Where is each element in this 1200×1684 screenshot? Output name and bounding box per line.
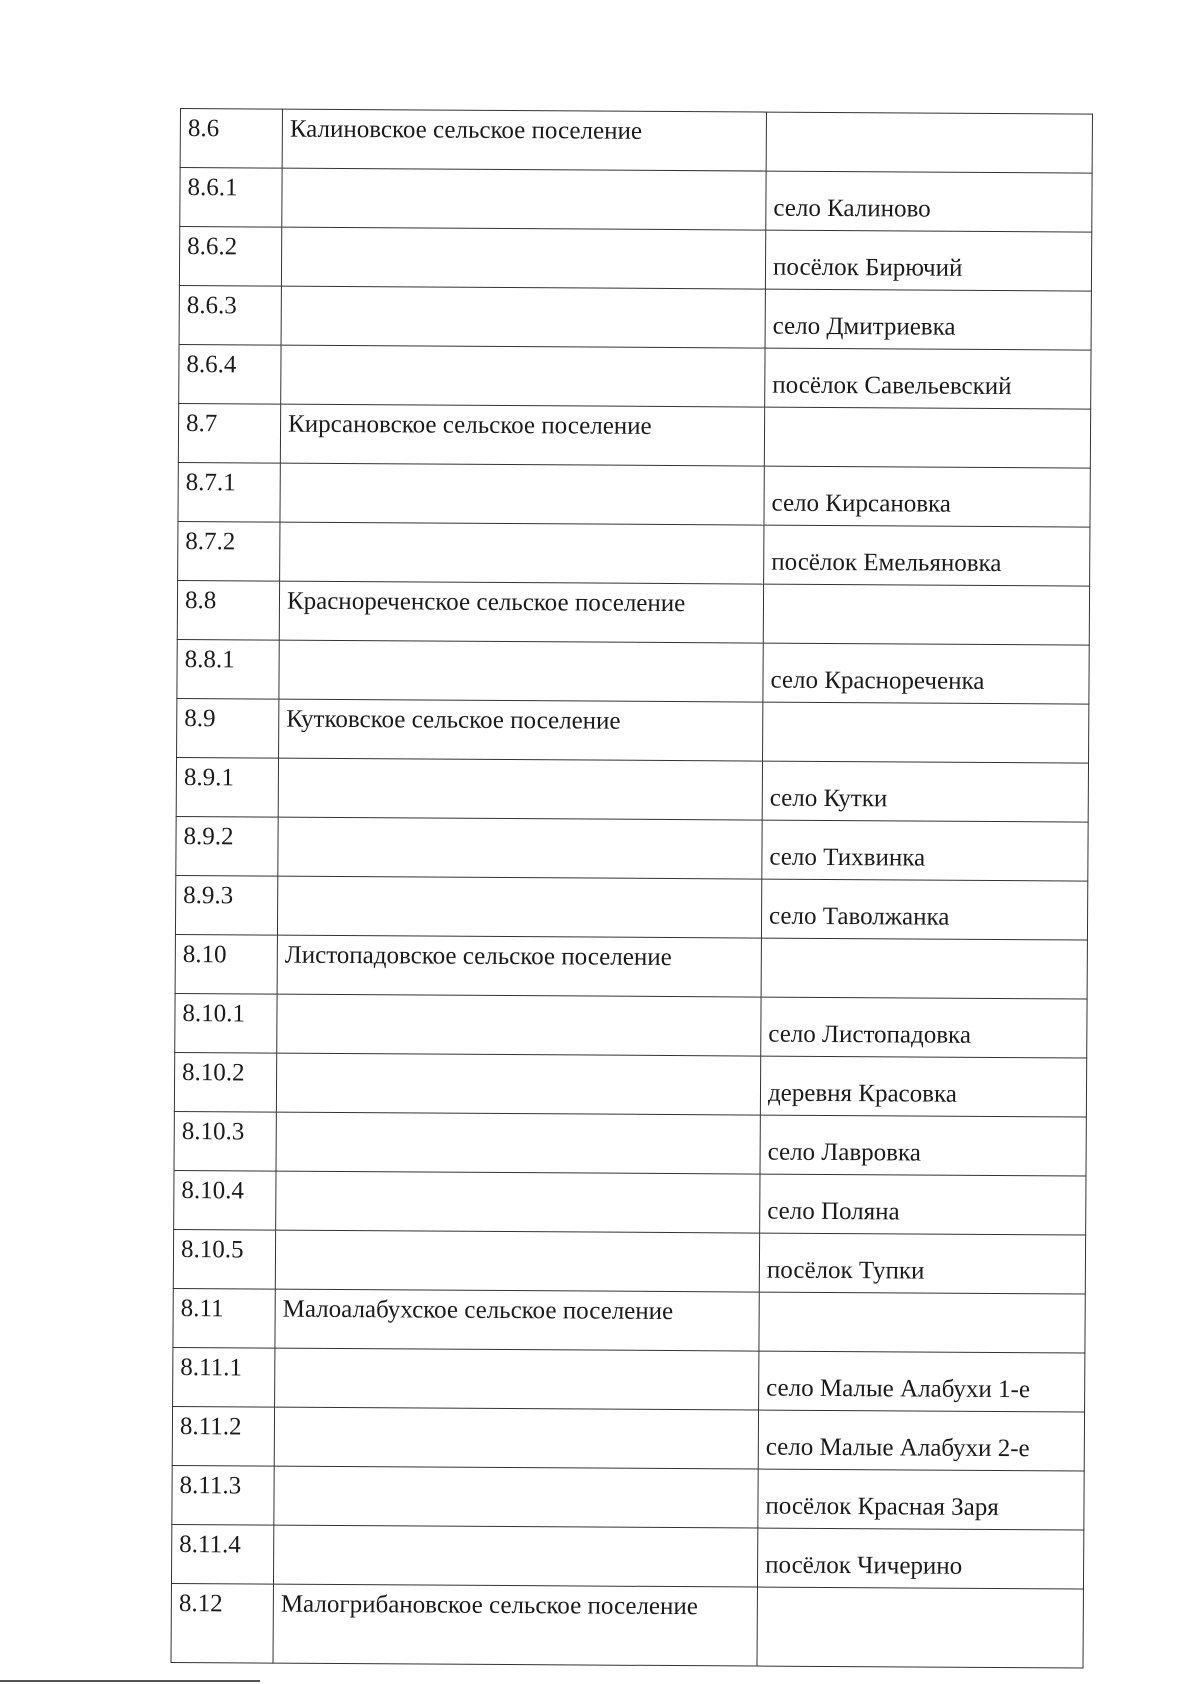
settlement-name: [280, 463, 764, 525]
row-number: 8.10.1: [175, 993, 277, 1053]
table-row: [174, 1052, 1086, 1117]
settlement-name: Кутковское сельское поселение: [279, 699, 763, 761]
locality-name: село Дмитриевка: [765, 289, 1091, 350]
settlement-name: [280, 522, 764, 584]
settlement-name: [275, 1348, 759, 1410]
settlements-table: [171, 108, 1093, 1669]
bottom-rule: [0, 1680, 260, 1682]
locality-name: село Кирсановка: [764, 466, 1090, 527]
table-row: [180, 109, 1092, 174]
table-row: [176, 816, 1088, 881]
table-body: [171, 109, 1092, 1669]
locality-name: посёлок Тупки: [759, 1233, 1085, 1294]
row-number: 8.11.1: [173, 1347, 275, 1407]
row-number: 8.9.3: [175, 875, 277, 935]
settlement-name: [282, 168, 766, 230]
row-number: 8.7.1: [178, 462, 280, 522]
settlement-name: [276, 1171, 760, 1233]
table-row: [173, 1229, 1085, 1294]
settlement-name: [279, 640, 763, 702]
table-row: [178, 403, 1090, 468]
table-row: [180, 168, 1092, 233]
settlement-name: [274, 1407, 758, 1469]
row-number: 8.10.3: [174, 1111, 276, 1171]
locality-name: [761, 938, 1087, 999]
table-row: [179, 285, 1091, 350]
locality-name: село Калиново: [766, 171, 1092, 232]
row-number: 8.7.2: [178, 521, 280, 581]
table-row: [179, 344, 1091, 409]
row-number: 8.8: [177, 580, 279, 640]
locality-name: село Поляна: [760, 1174, 1086, 1235]
row-number: 8.9: [177, 698, 279, 758]
locality-name: село Таволжанка: [761, 879, 1087, 940]
locality-name: деревня Красовка: [760, 1056, 1086, 1117]
settlement-name: Кирсановское сельское поселение: [280, 404, 764, 466]
settlement-name: [275, 1230, 759, 1292]
settlement-name: [281, 286, 765, 348]
row-number: 8.11.4: [171, 1524, 273, 1584]
settlement-name: [277, 994, 761, 1056]
locality-name: село Малые Алабухи 2-е: [758, 1410, 1084, 1471]
locality-name: село Малые Алабухи 1-е: [759, 1351, 1085, 1412]
settlement-name: [281, 227, 765, 289]
table-row: [175, 993, 1087, 1058]
locality-name: посёлок Емельяновка: [764, 525, 1090, 586]
table-row: [171, 1524, 1083, 1589]
row-number: 8.9.2: [176, 816, 278, 876]
row-number: 8.11.3: [172, 1465, 274, 1525]
row-number: 8.10.4: [174, 1170, 276, 1230]
table-row: [173, 1347, 1085, 1412]
row-number: 8.11: [173, 1288, 275, 1348]
row-number: 8.8.1: [177, 639, 279, 699]
row-number: 8.6: [180, 109, 282, 169]
settlement-name: [274, 1466, 758, 1528]
settlement-name: Малогрибановское сельское поселение: [273, 1584, 757, 1666]
row-number: 8.6.4: [179, 344, 281, 404]
settlement-name: [276, 1053, 760, 1115]
locality-name: [763, 702, 1089, 763]
table-row: [177, 580, 1089, 645]
locality-name: село Листопадовка: [761, 997, 1087, 1058]
locality-name: [764, 407, 1090, 468]
locality-name: посёлок Савельевский: [765, 348, 1091, 409]
settlement-name: [278, 758, 762, 820]
row-number: 8.10.5: [173, 1229, 275, 1289]
locality-name: посёлок Красная Заря: [758, 1469, 1084, 1530]
table-row: [174, 1170, 1086, 1235]
row-number: 8.10.2: [174, 1052, 276, 1112]
table-row: [177, 639, 1089, 704]
locality-name: село Кутки: [762, 761, 1088, 822]
table-row: [178, 462, 1090, 527]
settlement-name: Калиновское сельское поселение: [282, 109, 766, 171]
table-row: [176, 757, 1088, 822]
settlement-name: Листопадовское сельское поселение: [277, 935, 761, 997]
settlement-name: [281, 345, 765, 407]
row-number: 8.11.2: [172, 1406, 274, 1466]
settlement-name: [273, 1525, 757, 1587]
locality-name: посёлок Чичерино: [757, 1528, 1083, 1589]
table-row: [175, 875, 1087, 940]
row-number: 8.6.3: [179, 285, 281, 345]
table-row: [179, 227, 1091, 292]
table-row: [173, 1288, 1085, 1353]
table-row: [178, 521, 1090, 586]
locality-name: [757, 1587, 1083, 1668]
locality-name: село Краснореченка: [763, 643, 1089, 704]
locality-name: село Лавровка: [760, 1115, 1086, 1176]
settlement-name: [277, 876, 761, 938]
row-number: 8.7: [178, 403, 280, 463]
settlement-name: [278, 817, 762, 879]
row-number: 8.12: [171, 1583, 273, 1663]
locality-name: [759, 1292, 1085, 1353]
table-row: [172, 1406, 1084, 1471]
row-number: 8.6.2: [179, 227, 281, 287]
table-row: [174, 1111, 1086, 1176]
row-number: 8.6.1: [180, 168, 282, 228]
table-row: [172, 1465, 1084, 1530]
locality-name: [766, 112, 1092, 173]
row-number: 8.9.1: [176, 757, 278, 817]
row-number: 8.10: [175, 934, 277, 994]
table-row: [171, 1583, 1083, 1668]
settlement-name: [276, 1112, 760, 1174]
locality-name: село Тихвинка: [762, 820, 1088, 881]
table-row: [177, 698, 1089, 763]
locality-name: [763, 584, 1089, 645]
table-row: [175, 934, 1087, 999]
settlement-name: Малоалабухское сельское поселение: [275, 1289, 759, 1351]
settlement-name: Краснореченское сельское поселение: [279, 581, 763, 643]
locality-name: посёлок Бирючий: [765, 230, 1091, 291]
